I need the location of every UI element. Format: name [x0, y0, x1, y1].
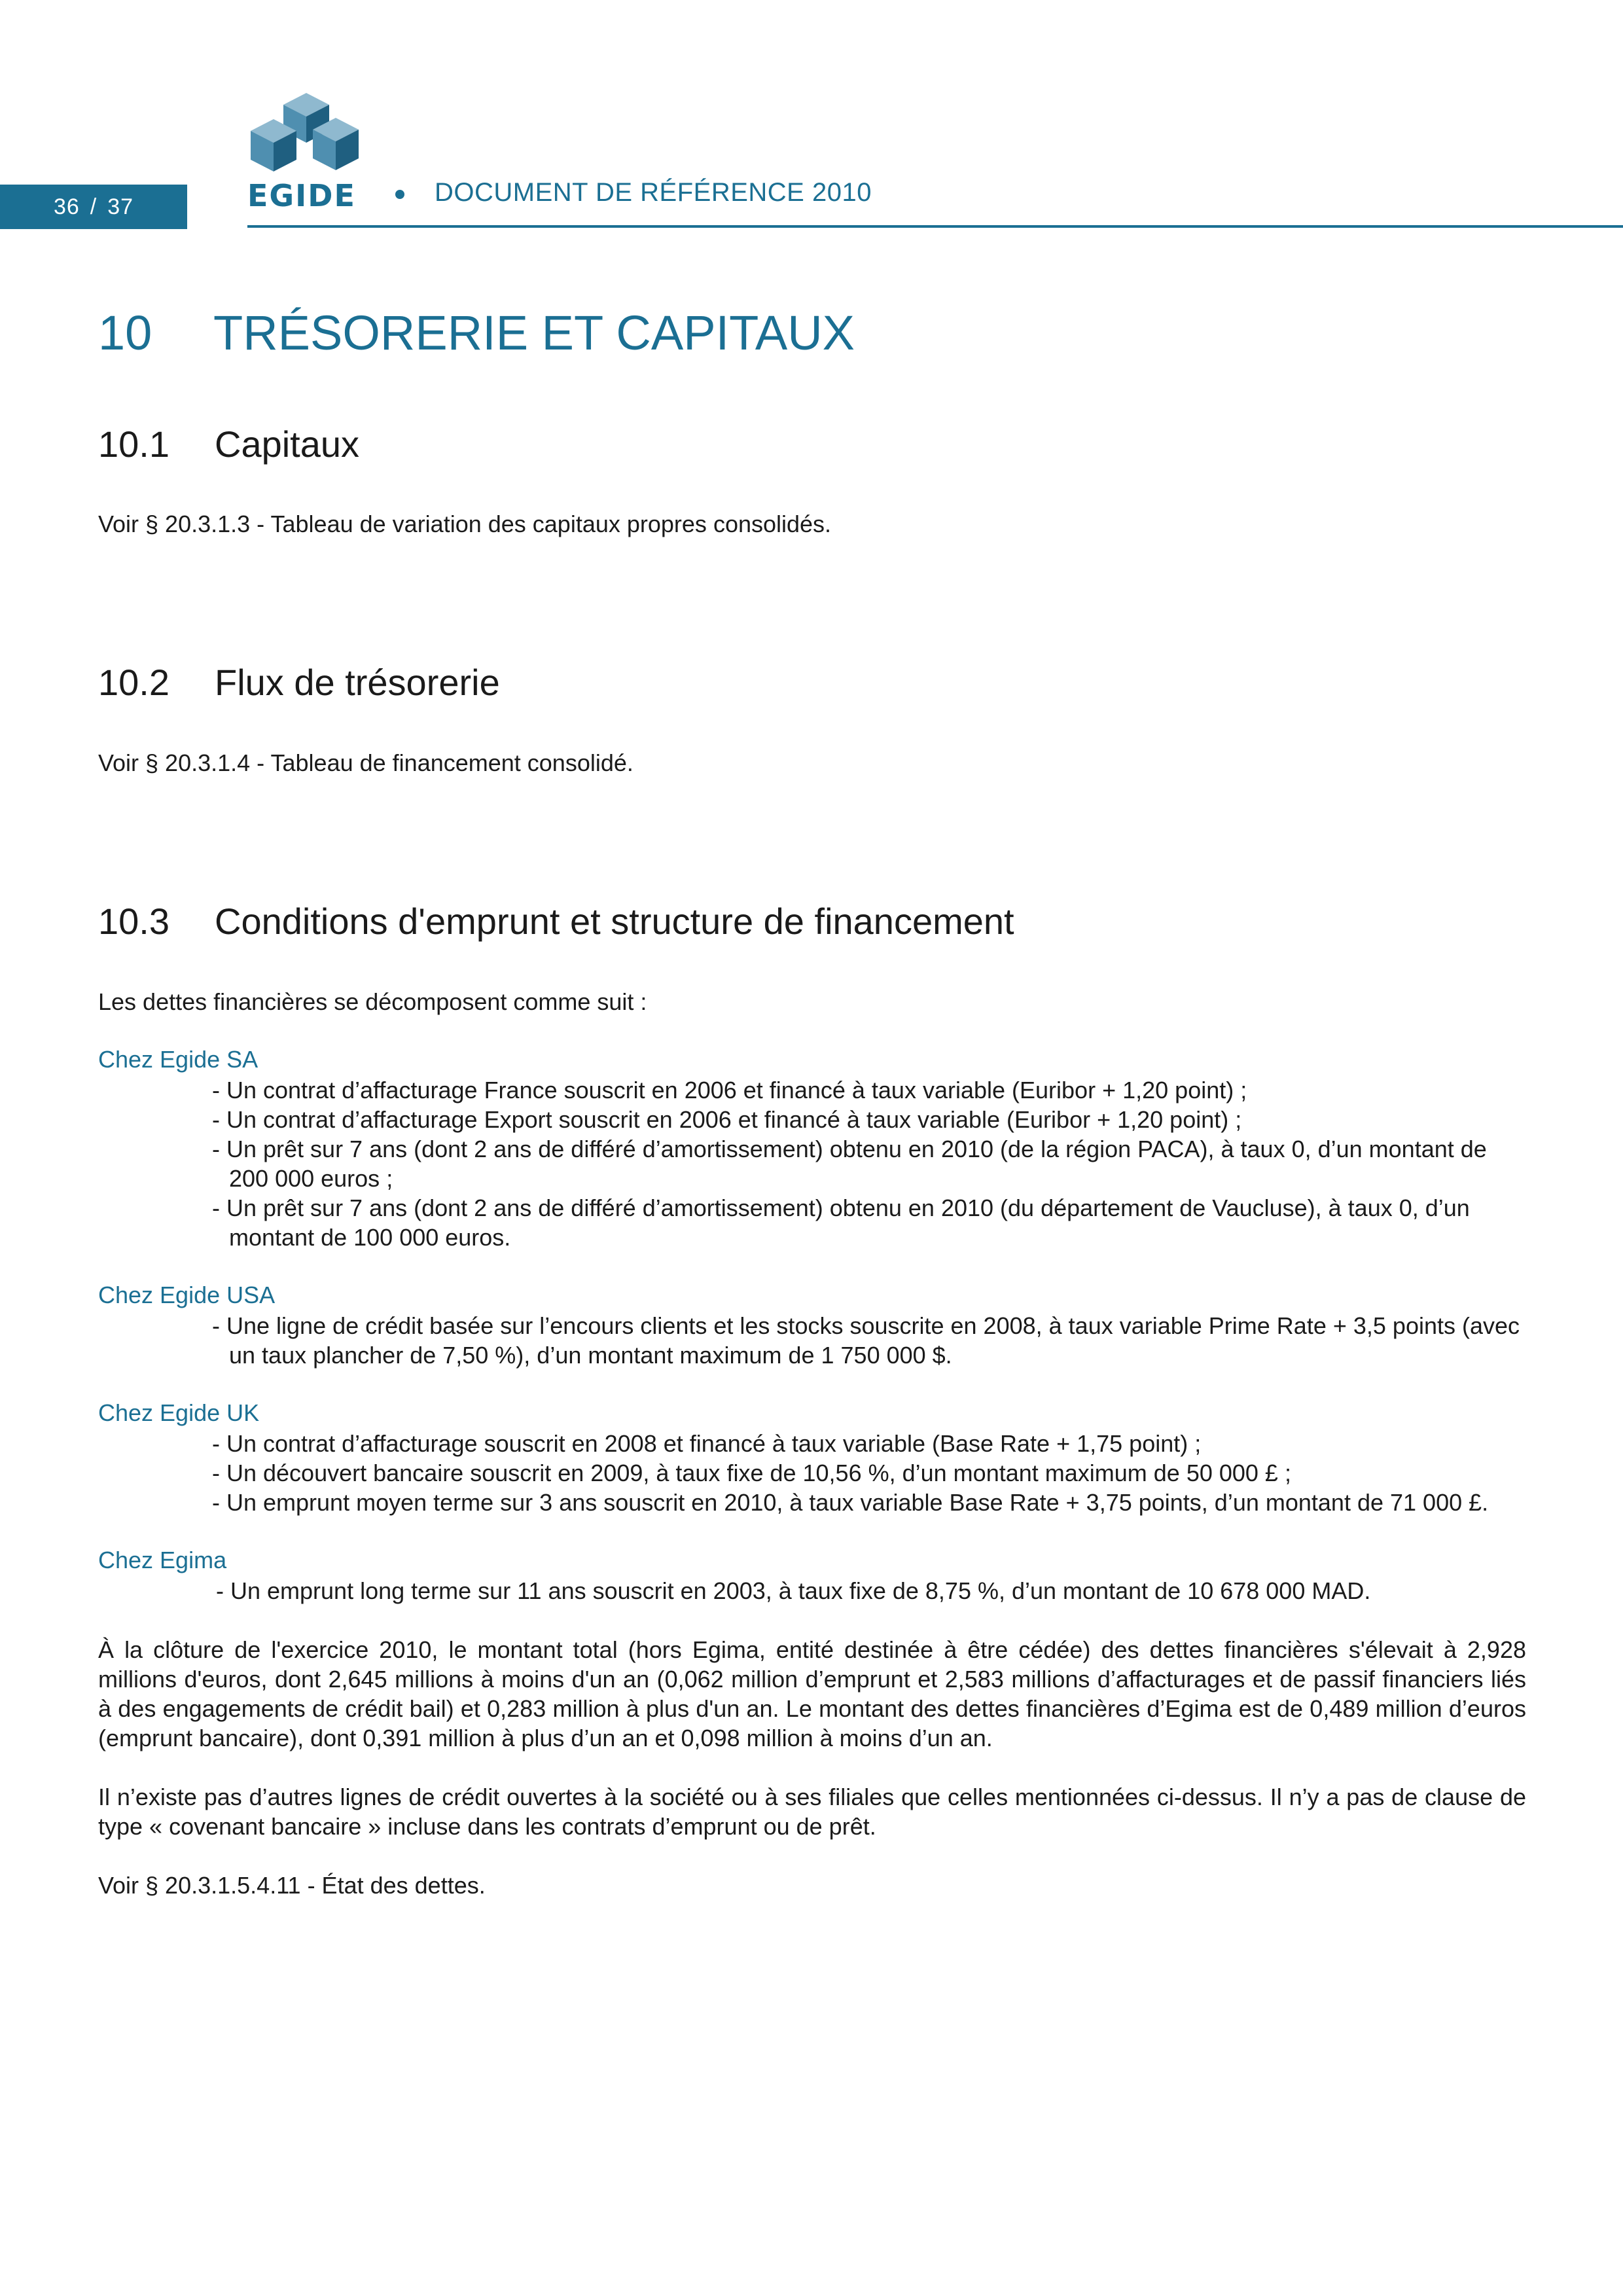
list-item: - Un emprunt moyen terme sur 3 ans souscrit en 2010, à taux variable Base Rate + 3,75 points, d’un montant de 71 000 £. [212, 1489, 1489, 1516]
debt-list [212, 1075, 1526, 1252]
closing-paragraph: À la clôture de l'exercice 2010, le montant total (hors Egima, entité destinée à être cédée) des dettes financières s'élevait à 2,928 millions d'euros, dont 2,645 millions à moins d'un an (0,062 million d’emprunt et 2,583 millions d’affacturages et de passif financiers liés à des engagements de crédit bail) et 0,283 million à plus d'un an. Le montant des dettes financières d’Egima est de 0,489 million d’euros (emprunt bancaire), dont 0,391 million à plus d’un an et 0,098 million à moins d’un an. [98, 1636, 1526, 1751]
subsidiary-heading: Chez Egide UK [98, 1399, 260, 1426]
chapter-title-text: TRÉSORERIE ET CAPITAUX [213, 306, 855, 360]
list-item: - Un contrat d’affacturage Export souscrit en 2006 et financé à taux variable (Euribor + 1,20 point) ; [212, 1106, 1242, 1133]
chapter-title [98, 305, 855, 361]
list-item: - Un découvert bancaire souscrit en 2009, à taux fixe de 10,56 %, d’un montant maximum de 50 000 £ ; [212, 1460, 1291, 1486]
debt-list [212, 1429, 1526, 1517]
chapter-number: 10 [98, 306, 152, 360]
section-paragraph: Voir § 20.3.1.4 - Tableau de financement consolidé. [98, 749, 633, 776]
page-separator: / [90, 194, 98, 219]
section-title-text: Conditions d'emprunt et structure de financement [215, 901, 1014, 942]
section-title-text: Capitaux [215, 423, 360, 465]
header-divider [247, 225, 1623, 228]
list-item: - Un emprunt long terme sur 11 ans souscrit en 2003, à taux fixe de 8,75 %, d’un montant de 10 678 000 MAD. [216, 1577, 1371, 1604]
page-total: 37 [107, 194, 134, 219]
list-item: - Un prêt sur 7 ans (dont 2 ans de différé d’amortissement) obtenu en 2010 (de la région PACA), à taux 0, d’un montant de 200 000 euros ; [212, 1136, 1487, 1192]
section-title-text: Flux de trésorerie [215, 662, 500, 703]
header-bullet [395, 190, 404, 199]
closing-paragraph: Il n’existe pas d’autres lignes de crédit ouvertes à la société ou à ses filiales que celles mentionnées ci-dessus. Il n’y a pas de clause de type « covenant bancaire » incluse dans les contrats d’emprunt ou de prêt. [98, 1784, 1526, 1840]
debt-list [212, 1311, 1526, 1370]
list-item: - Un contrat d’affacturage souscrit en 2008 et financé à taux variable (Base Rate + 1,75 point) ; [212, 1430, 1202, 1457]
section-title-10-2 [98, 661, 500, 704]
subsidiary-heading: Chez Egide SA [98, 1046, 259, 1073]
section-number: 10.3 [98, 901, 169, 942]
page-indicator [0, 185, 187, 229]
page-current: 36 [53, 194, 80, 219]
section-number: 10.2 [98, 662, 169, 703]
section-title-10-3 [98, 900, 1014, 942]
closing-paragraph: Voir § 20.3.1.5.4.11 - État des dettes. [98, 1872, 486, 1899]
document-title: DOCUMENT DE RÉFÉRENCE 2010 [435, 178, 872, 207]
section-title-10-1 [98, 423, 359, 465]
section-intro: Les dettes financières se décomposent comme suit : [98, 988, 647, 1015]
debt-list [216, 1576, 1530, 1605]
subsidiary-heading: Chez Egima [98, 1547, 227, 1573]
list-item: - Un contrat d’affacturage France souscrit en 2006 et financé à taux variable (Euribor + 1,20 point) ; [212, 1077, 1247, 1103]
list-item: - Une ligne de crédit basée sur l’encours clients et les stocks souscrite en 2008, à taux variable Prime Rate + 3,5 points (avec un taux plancher de 7,50 %), d’un montant maximum de 1 750 000 $. [212, 1312, 1520, 1369]
subsidiary-heading: Chez Egide USA [98, 1282, 276, 1308]
list-item: - Un prêt sur 7 ans (dont 2 ans de différé d’amortissement) obtenu en 2010 (du département de Vaucluse), à taux 0, d’un montant de 100 000 euros. [212, 1194, 1470, 1251]
section-paragraph: Voir § 20.3.1.3 - Tableau de variation des capitaux propres consolidés. [98, 511, 832, 537]
logo-text: EGIDE [247, 178, 356, 213]
section-number: 10.1 [98, 423, 169, 465]
